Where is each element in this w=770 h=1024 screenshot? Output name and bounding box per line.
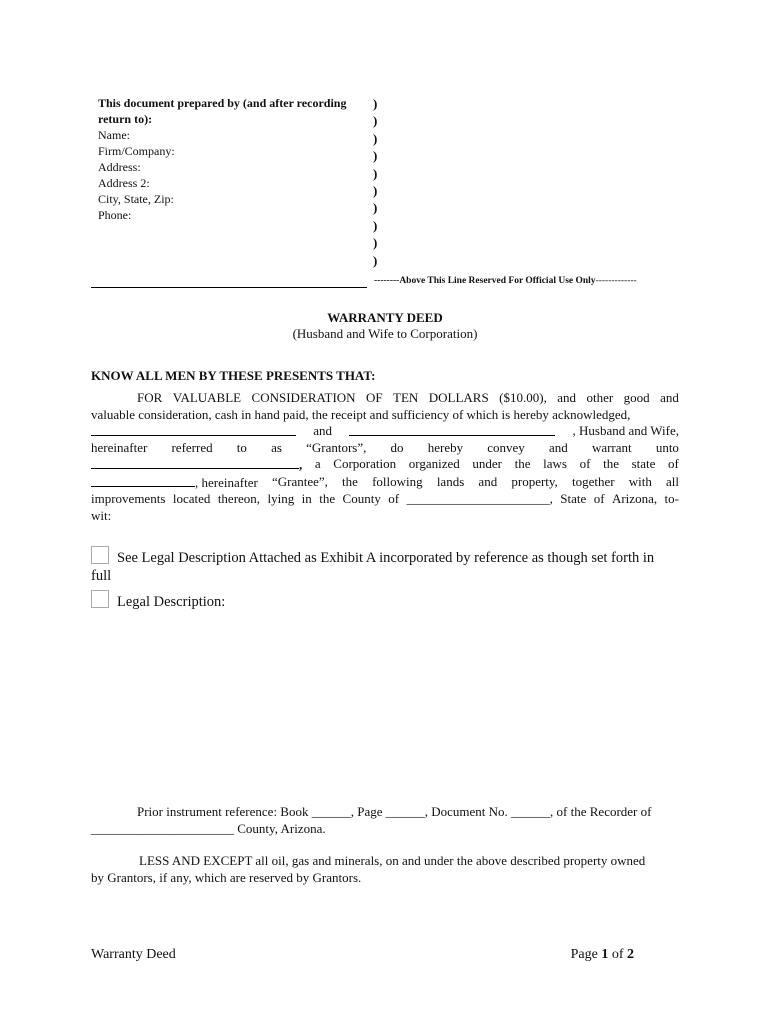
word: together <box>571 473 615 489</box>
word: Arizona, <box>611 491 658 506</box>
grantee-blank[interactable] <box>91 456 299 469</box>
prior-instrument-paragraph <box>91 803 679 837</box>
bracket: ) <box>373 130 378 146</box>
prior-instrument-line2: ______________________ County, Arizona. <box>91 821 326 836</box>
word: to- <box>664 491 679 506</box>
word: OF <box>365 390 383 405</box>
page-current: 1 <box>601 947 609 962</box>
word: lands <box>436 473 465 489</box>
reserved-dashes-left: -------- <box>374 276 400 286</box>
word: , Husband and Wife, <box>572 423 679 438</box>
word: under <box>472 456 502 471</box>
exhibit-a-label-line2: full <box>91 568 112 584</box>
word: County <box>342 491 381 506</box>
bracket: ) <box>373 200 378 216</box>
legal-description-option <box>91 590 225 611</box>
conveyance-paragraph <box>91 390 679 524</box>
bracket: ) <box>373 235 378 251</box>
word: the <box>319 491 336 506</box>
word: referred <box>171 439 213 455</box>
word: thereon, <box>217 491 261 506</box>
word: Corporation <box>333 456 397 471</box>
bracket: ) <box>373 217 378 233</box>
word: state <box>631 456 656 471</box>
paragraph-line-4 <box>91 440 679 457</box>
word: TEN <box>393 390 419 405</box>
prepared-by-heading-line1: This document prepared by (and after recording <box>98 96 347 110</box>
word: FOR <box>137 390 163 405</box>
word: “Grantee”, <box>271 473 328 489</box>
word: the <box>603 456 619 471</box>
field-city-state-zip-label: City, State, Zip: <box>98 192 174 206</box>
word: hereinafter <box>91 439 148 455</box>
page-prefix: Page <box>570 947 602 962</box>
word: located <box>172 491 211 506</box>
bracket: ) <box>373 113 378 129</box>
bracket: ) <box>373 183 378 199</box>
line-text: valuable consideration, cash in hand paid, the receipt and sufficiency of which is hereby acknowledged, <box>91 406 631 422</box>
paragraph-line-1 <box>91 390 679 407</box>
word: laws <box>543 456 567 471</box>
word: and <box>660 390 679 405</box>
field-firm-label: Firm/Company: <box>98 144 175 158</box>
word: improvements <box>91 491 166 506</box>
word: and <box>548 439 568 455</box>
prepared-by-heading-line2: return to): <box>98 112 153 126</box>
word: property, <box>511 473 558 489</box>
word: all <box>666 473 679 489</box>
word: the <box>514 456 531 471</box>
word: ($10.00), <box>499 390 547 405</box>
footer-document-name: Warranty Deed <box>91 947 176 962</box>
bracket: ) <box>373 165 378 181</box>
word: to <box>236 439 247 455</box>
reserved-dashes-right: ------------- <box>595 276 637 286</box>
field-address-label: Address: <box>98 160 141 174</box>
prepared-by-block <box>98 95 368 223</box>
prior-instrument-line1: Prior instrument reference: Book ______, Page ______, Document No. ______, of the Recorder of <box>137 804 652 819</box>
less-and-except-paragraph <box>91 852 681 886</box>
word: with <box>628 473 652 489</box>
word: the <box>342 473 358 489</box>
word: as <box>271 439 282 455</box>
paragraph-line-8 <box>91 508 679 525</box>
state-blank[interactable] <box>91 474 195 487</box>
bracket: ) <box>373 148 378 164</box>
word: in <box>301 491 312 506</box>
word: of <box>668 456 679 471</box>
word: and <box>313 423 333 438</box>
exhibit-a-checkbox[interactable] <box>91 546 109 564</box>
field-name-label: Name: <box>98 128 130 142</box>
field-address2-label: Address 2: <box>98 176 150 190</box>
legal-description-checkbox[interactable] <box>91 590 109 608</box>
reserved-line-note <box>374 276 637 286</box>
word: and <box>557 390 577 405</box>
grantor1-blank[interactable] <box>91 423 296 436</box>
exhibit-a-option <box>91 546 683 585</box>
legal-description-label: Legal Description: <box>117 594 226 610</box>
bracket: ) <box>373 96 378 111</box>
page-of: of <box>608 947 627 962</box>
word: do <box>390 439 404 455</box>
comma: , <box>299 457 303 472</box>
word: wit: <box>91 507 112 523</box>
word: convey <box>487 439 525 455</box>
grantor2-blank[interactable] <box>349 423 555 436</box>
word: a <box>314 456 321 471</box>
reserved-text: Above This Line Reserved For Official Use Only <box>399 276 596 286</box>
word: “Grantors”, <box>306 439 367 455</box>
bracket: ) <box>373 252 378 268</box>
bracket-column <box>373 95 385 269</box>
word: hereby <box>427 439 464 455</box>
paragraph-line-7 <box>91 491 679 508</box>
word: State <box>560 491 587 506</box>
word: good <box>623 390 650 405</box>
word: DOLLARS <box>428 390 489 405</box>
word: of <box>593 491 605 506</box>
paragraph-line-6 <box>91 474 679 492</box>
word: warrant <box>591 439 632 455</box>
word: VALUABLE <box>172 390 242 405</box>
document-subtitle: (Husband and Wife to Corporation) <box>292 326 478 341</box>
paragraph-line-5 <box>91 456 679 474</box>
word: following <box>372 473 423 489</box>
paragraph-line-2 <box>91 407 679 424</box>
word: CONSIDERATION <box>251 390 356 405</box>
page-total: 2 <box>627 947 634 962</box>
word: of <box>388 491 400 506</box>
word: , hereinafter <box>195 474 258 490</box>
word: other <box>586 390 614 405</box>
state-blank-group <box>91 474 258 492</box>
recording-divider-line <box>91 287 367 288</box>
less-except-line1: LESS AND EXCEPT all oil, gas and minerals, on and under the above described property owned <box>139 853 646 868</box>
exhibit-a-label-line1: See Legal Description Attached as Exhibit A incorporated by reference as though set forth in <box>117 550 655 566</box>
word: and <box>478 473 498 489</box>
word: lying <box>267 491 295 506</box>
less-except-line2: by Grantors, if any, which are reserved by Grantors. <box>91 870 362 885</box>
word: of <box>579 456 591 471</box>
word: organized <box>408 456 460 471</box>
word: unto <box>655 439 679 455</box>
field-phone-label: Phone: <box>98 208 132 222</box>
grantee-blank-group <box>91 456 302 474</box>
know-all-heading: KNOW ALL MEN BY THESE PRESENTS THAT: <box>91 368 376 383</box>
document-title: WARRANTY DEED <box>327 310 443 325</box>
county-blank[interactable]: ______________________, <box>406 491 553 506</box>
paragraph-line-3 <box>91 423 679 440</box>
footer-page-number <box>571 947 634 963</box>
